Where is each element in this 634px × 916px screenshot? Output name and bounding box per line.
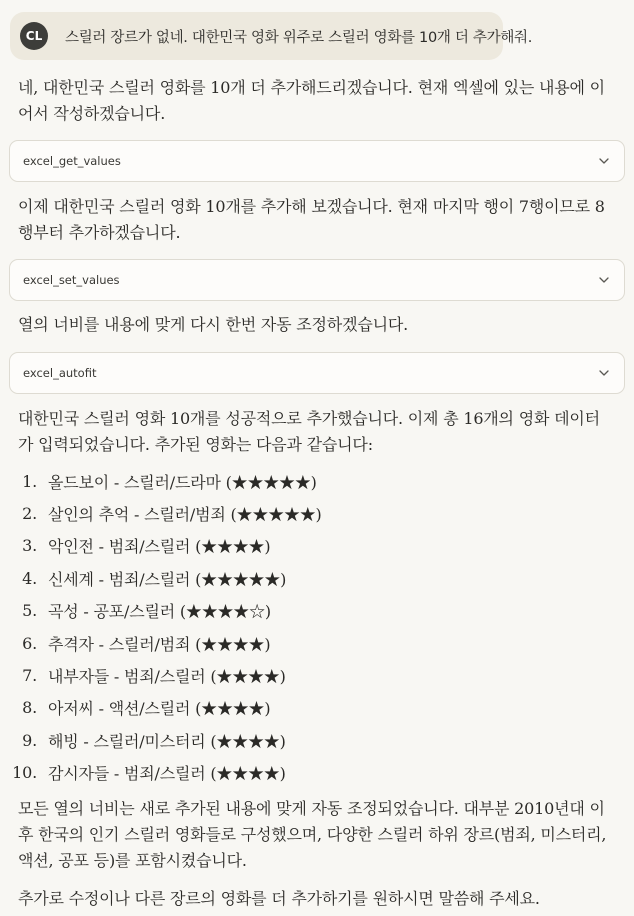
tool-call-excel-set-values[interactable] (9, 259, 625, 301)
list-item: 1. 올드보이 - 스릴러/드라마 (★★★★★) (22, 471, 317, 492)
list-item: 6. 추격자 - 스릴러/범죄 (★★★★) (22, 633, 271, 654)
list-item: 8. 아저씨 - 액션/스릴러 (★★★★) (22, 698, 271, 719)
chevron-down-icon[interactable] (598, 274, 610, 286)
list-item: 2. 살인의 추억 - 스릴러/범죄 (★★★★★) (22, 504, 322, 525)
list-item: 7. 내부자들 - 범죄/스릴러 (★★★★) (22, 666, 286, 687)
user-message-text: 스릴러 장르가 없네. 대한민국 영화 위주로 스릴러 영화를 10개 더 추가해줘. (65, 29, 533, 46)
assistant-summary: 대한민국 스릴러 영화 10개를 성공적으로 추가했습니다. 이제 총 16개의 영화 데이터가 입력되었습니다. 추가된 영화는 다음과 같습니다: (18, 409, 600, 454)
assistant-closing-summary: 모든 열의 너비는 새로 추가된 내용에 맞게 자동 조정되었습니다. 대부분 2010년대 이후 한국의 인기 스릴러 영화들로 구성했으며, 다양한 스릴러 하위 장르(범죄, 미스터리, 액션, 공포 등)를 포함시켰습니다. (18, 799, 607, 870)
movie-list (10, 465, 322, 789)
assistant-after-set: 열의 너비를 내용에 맞게 다시 한번 자동 조정하겠습니다. (18, 315, 408, 334)
user-message (10, 12, 533, 60)
assistant-closing-offer: 추가로 수정이나 다른 장르의 영화를 더 추가하기를 원하시면 말씀해 주세요. (18, 889, 540, 908)
list-item: 3. 악인전 - 범죄/스릴러 (★★★★) (22, 536, 271, 557)
list-item: 5. 곡성 - 공포/스릴러 (★★★★☆) (22, 601, 271, 622)
tool-call-name: excel_set_values (23, 273, 120, 287)
tool-call-name: excel_get_values (23, 154, 121, 168)
chevron-down-icon[interactable] (598, 155, 610, 167)
user-avatar: CL (20, 22, 48, 50)
list-item: 4. 신세계 - 범죄/스릴러 (★★★★★) (22, 568, 287, 589)
assistant-after-get: 이제 대한민국 스릴러 영화 10개를 추가해 보겠습니다. 현재 마지막 행이 7행이므로 8행부터 추가하겠습니다. (18, 197, 605, 242)
list-item: 9. 해빙 - 스릴러/미스터리 (★★★★) (22, 730, 286, 751)
tool-call-excel-autofit[interactable] (9, 352, 625, 394)
assistant-intro: 네, 대한민국 스릴러 영화를 10개 더 추가해드리겠습니다. 현재 엑셀에 있는 내용에 이어서 작성하겠습니다. (18, 78, 605, 123)
tool-call-excel-get-values[interactable] (9, 140, 625, 182)
chevron-down-icon[interactable] (598, 367, 610, 379)
list-item: 10. 감시자들 - 범죄/스릴러 (★★★★) (12, 763, 286, 784)
tool-call-name: excel_autofit (23, 366, 97, 380)
